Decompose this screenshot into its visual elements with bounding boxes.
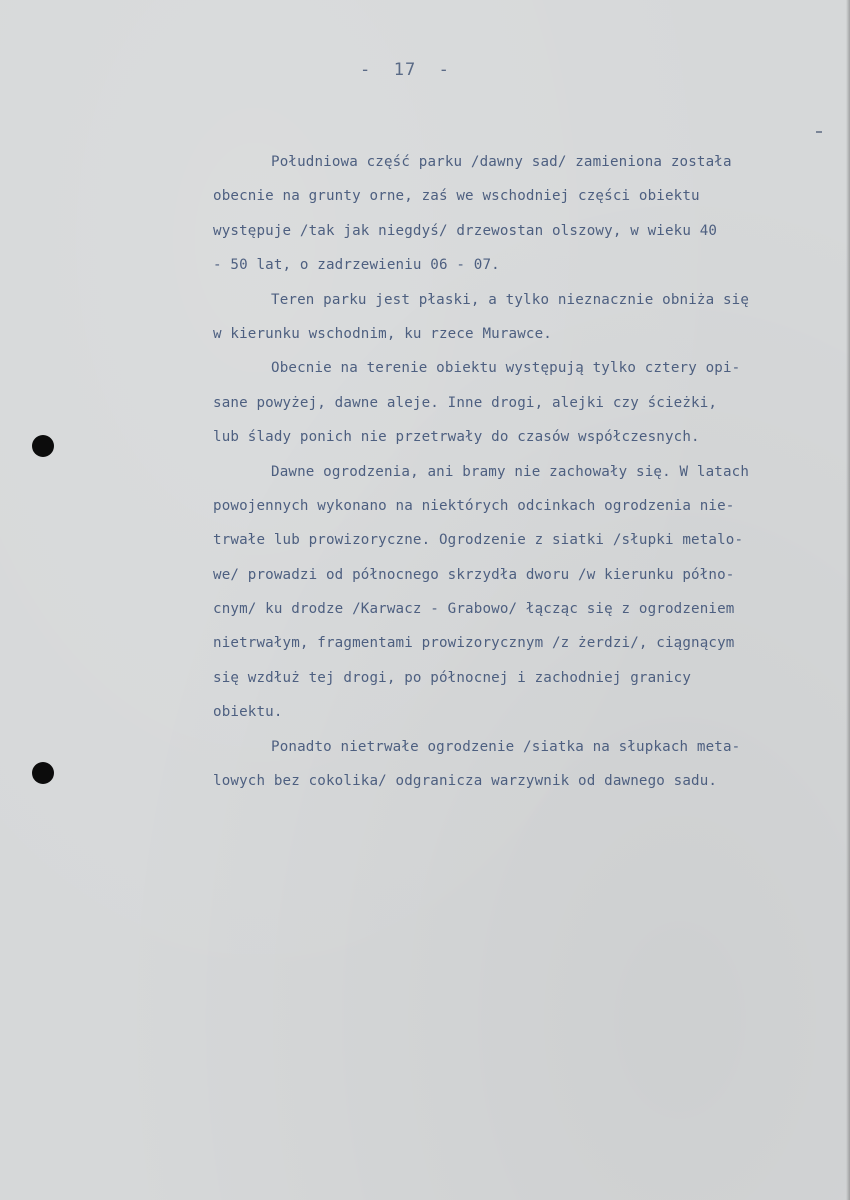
paragraph bbox=[213, 455, 843, 730]
text-line: Dawne ogrodzenia, ani bramy nie zachowały się. W latach bbox=[271, 463, 750, 480]
text-line: lowych bez cokolika/ odgranicza warzywnik od dawnego sadu. bbox=[213, 773, 718, 790]
text-line: Południowa część parku /dawny sad/ zamieniona została bbox=[271, 154, 732, 170]
punch-hole bbox=[32, 435, 54, 457]
text-line: - 50 lat, o zadrzewieniu 06 - 07. bbox=[213, 257, 500, 274]
text-line: obiektu. bbox=[213, 704, 283, 721]
page-number: - 17 - bbox=[360, 60, 450, 80]
ink-speck bbox=[816, 131, 822, 133]
paragraph bbox=[213, 145, 843, 283]
text-line: nietrwałym, fragmentami prowizorycznym /z żerdzi/, ciągnącym bbox=[213, 635, 735, 652]
text-line: występuje /tak jak niegdyś/ drzewostan olszowy, w wieku 40 bbox=[213, 222, 718, 239]
text-line: Ponadto nietrwałe ogrodzenie /siatka na słupkach meta- bbox=[271, 738, 741, 755]
paragraph bbox=[213, 730, 843, 799]
text-line: się wzdłuż tej drogi, po północnej i zachodniej granicy bbox=[213, 669, 692, 686]
page-edge-shadow bbox=[846, 0, 850, 1200]
text-line: sane powyżej, dawne aleje. Inne drogi, alejki czy ścieżki, bbox=[213, 394, 718, 411]
text-line: cnym/ ku drodze /Karwacz - Grabowo/ łącząc się z ogrodzeniem bbox=[213, 601, 735, 618]
text-line: we/ prowadzi od północnego skrzydła dworu /w kierunku półno- bbox=[213, 566, 735, 583]
paragraph bbox=[213, 283, 843, 352]
text-line: Teren parku jest płaski, a tylko nieznacznie obniża się bbox=[271, 291, 750, 308]
text-line: powojennych wykonano na niektórych odcinkach ogrodzenia nie- bbox=[213, 497, 735, 514]
paragraph bbox=[213, 351, 843, 454]
punch-hole bbox=[32, 762, 54, 784]
text-line: obecnie na grunty orne, zaś we wschodniej części obiektu bbox=[213, 188, 700, 205]
text-line: w kierunku wschodnim, ku rzece Murawce. bbox=[213, 325, 552, 342]
body-text bbox=[213, 145, 843, 798]
text-line: lub ślady ponich nie przetrwały do czasów współczesnych. bbox=[213, 429, 700, 446]
text-line: trwałe lub prowizoryczne. Ogrodzenie z siatki /słupki metalo- bbox=[213, 532, 744, 549]
text-line: Obecnie na terenie obiektu występują tylko cztery opi- bbox=[271, 360, 741, 377]
